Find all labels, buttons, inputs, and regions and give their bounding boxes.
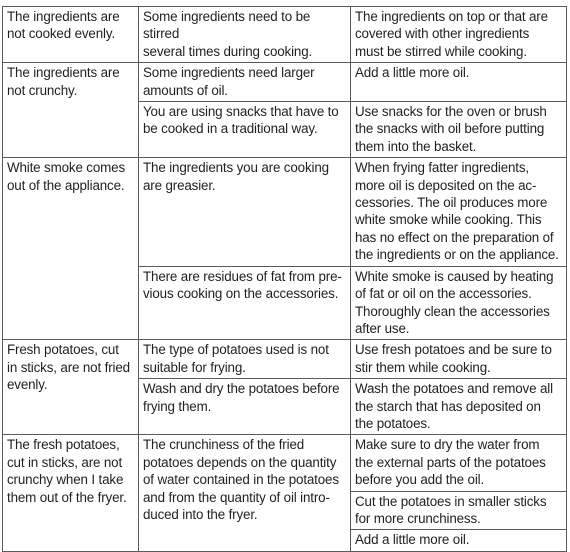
- cause-cell: The crunchiness of the fried potatoes depends on the quantity of water contained in the potatoes and from the quantity of oil intro- duced into the fryer.: [139, 435, 351, 551]
- problem-cell: The ingredients are not cooked evenly.: [3, 7, 139, 63]
- cause-cell: Wash and dry the potatoes before frying them.: [139, 379, 351, 435]
- table-row: [3, 340, 567, 379]
- solution-cell: Wash the potatoes and remove all the starch that has deposited on the potatoes.: [351, 379, 567, 435]
- table-row: [3, 7, 567, 63]
- cause-cell: Some ingredients need larger amounts of oil.: [139, 63, 351, 102]
- solution-cell: Cut the potatoes in smaller sticks for more crunchiness.: [351, 491, 567, 530]
- solution-cell: The ingredients on top or that are covered with other ingredients must be stirred while cooking.: [351, 7, 567, 63]
- solution-cell: When frying fatter ingredients, more oil is deposited on the ac- cessories. The oil produces more white smoke while cooking. This has no effect on the preparation of the ingredients or on the appliance.: [351, 158, 567, 266]
- problem-cell: White smoke comes out of the appliance.: [3, 158, 139, 340]
- cause-cell: There are residues of fat from pre- vious cooking on the accessories.: [139, 266, 351, 340]
- table-row: [3, 63, 567, 102]
- troubleshooting-table-body: [3, 7, 567, 552]
- solution-cell: Use fresh potatoes and be sure to stir them while cooking.: [351, 340, 567, 379]
- table-row: [3, 435, 567, 491]
- solution-cell: White smoke is caused by heating of fat or oil on the accessories. Thoroughly clean the accessories after use.: [351, 266, 567, 340]
- cause-cell: The ingredients you are cooking are greasier.: [139, 158, 351, 266]
- solution-cell: Use snacks for the oven or brush the snacks with oil before putting them into the basket.: [351, 102, 567, 158]
- cause-cell: Some ingredients need to be stirred several times during cooking.: [139, 7, 351, 63]
- problem-cell: The ingredients are not crunchy.: [3, 63, 139, 158]
- problem-cell: Fresh potatoes, cut in sticks, are not fried evenly.: [3, 340, 139, 435]
- solution-cell: Make sure to dry the water from the external parts of the potatoes before you add the oil.: [351, 435, 567, 491]
- table-row: [3, 158, 567, 266]
- cause-cell: The type of potatoes used is not suitable for frying.: [139, 340, 351, 379]
- problem-cell: The fresh potatoes, cut in sticks, are not crunchy when I take them out of the fryer.: [3, 435, 139, 551]
- troubleshooting-table: [2, 6, 567, 552]
- solution-cell: Add a little more oil.: [351, 530, 567, 551]
- cause-cell: You are using snacks that have to be cooked in a traditional way.: [139, 102, 351, 158]
- solution-cell: Add a little more oil.: [351, 63, 567, 102]
